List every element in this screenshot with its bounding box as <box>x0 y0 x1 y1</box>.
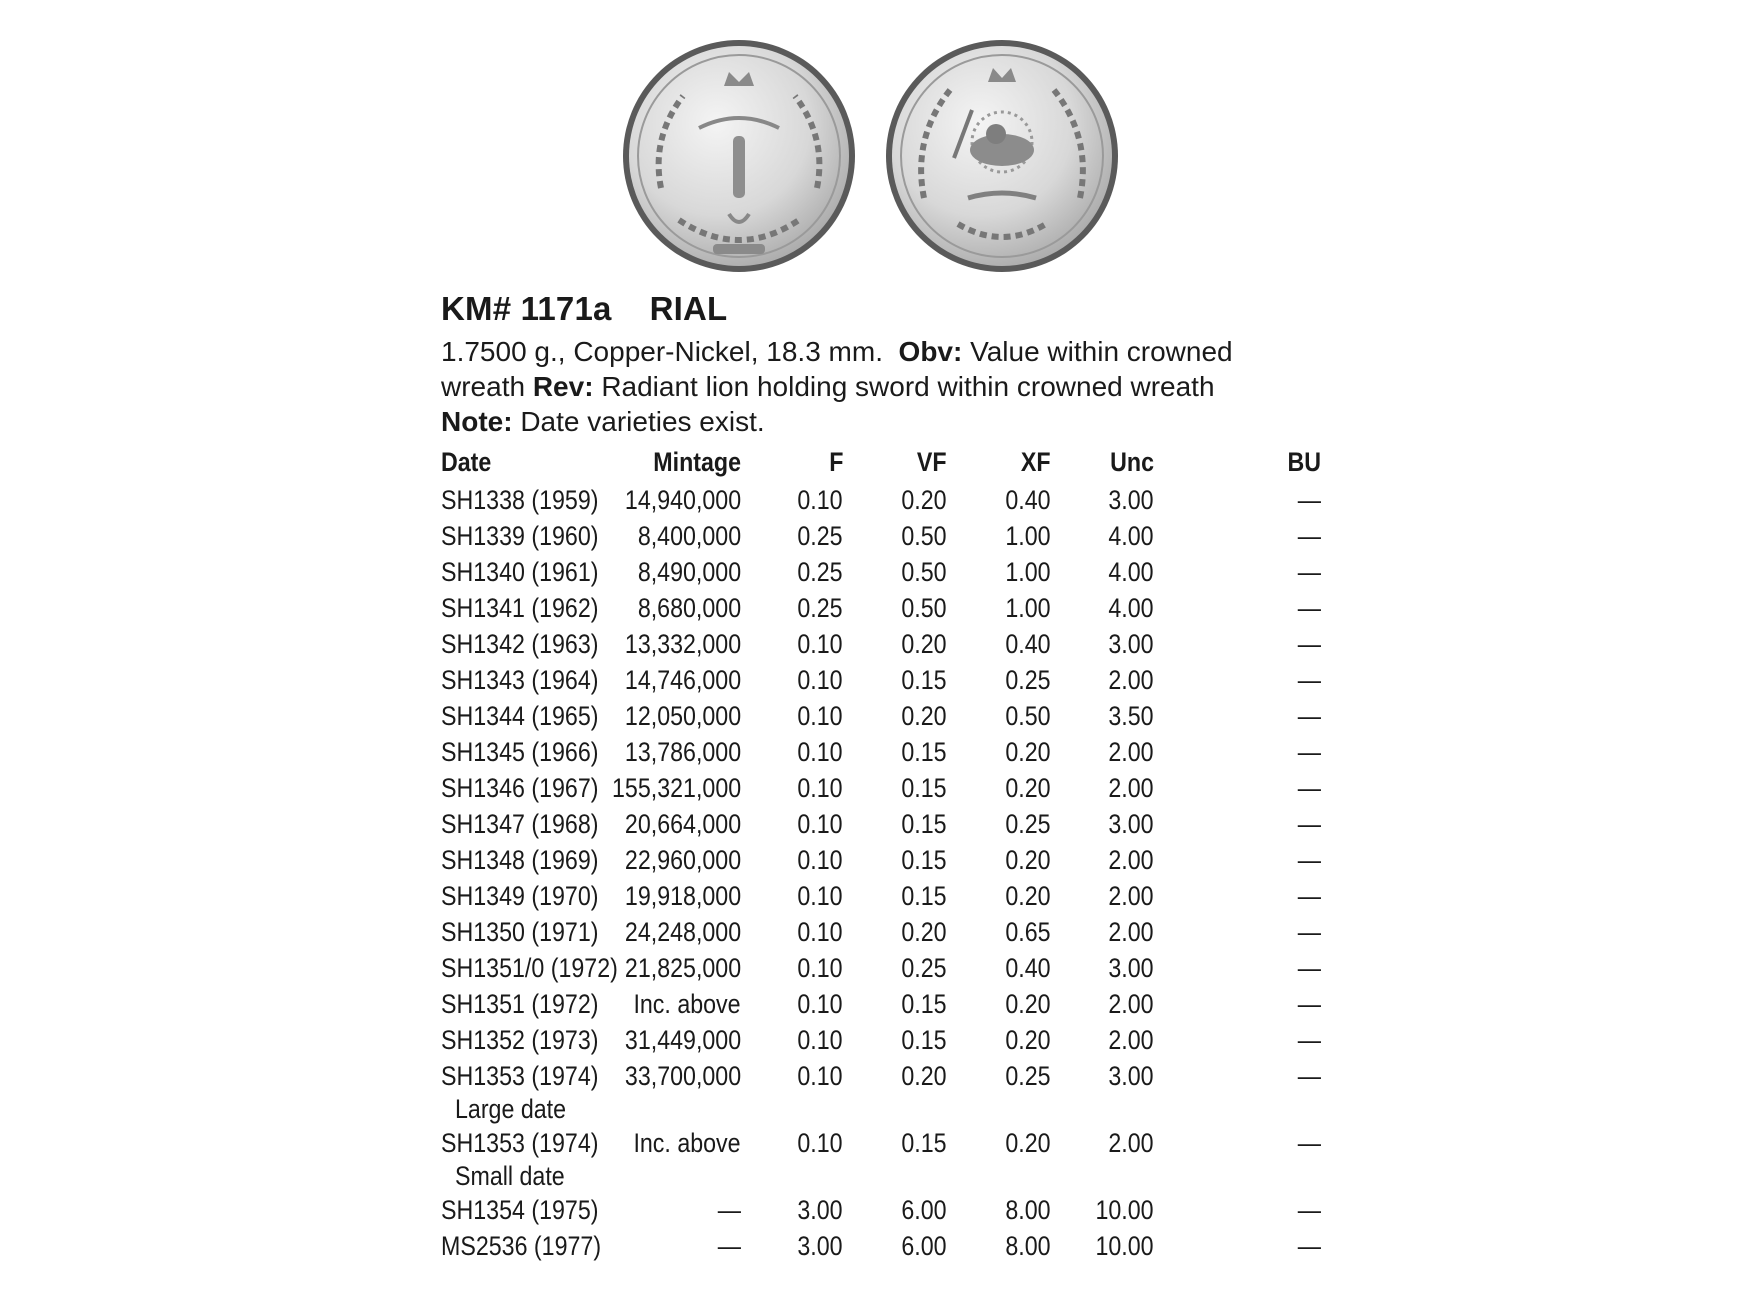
cell-xf: 0.40 <box>1005 629 1051 659</box>
cell-date: SH1338 (1959) <box>441 485 599 515</box>
header-f: F <box>828 447 843 477</box>
cell-unc: 2.00 <box>1108 1128 1154 1158</box>
cell-xf: 1.00 <box>1005 557 1051 587</box>
cell-vf: 0.25 <box>901 953 947 983</box>
denomination: RIAL <box>649 290 728 327</box>
cell-xf: 0.20 <box>1005 881 1051 911</box>
cell-bu: — <box>1297 737 1321 767</box>
cell-f: 3.00 <box>797 1195 843 1225</box>
cell-vf: 0.15 <box>901 665 947 695</box>
cell-xf: 0.20 <box>1005 737 1051 767</box>
cell-unc: 3.00 <box>1108 953 1154 983</box>
table-row <box>441 770 1321 806</box>
header-xf: XF <box>1021 447 1051 477</box>
cell-unc: 3.50 <box>1108 701 1154 731</box>
cell-mintage: 20,664,000 <box>624 809 741 839</box>
table-row <box>441 518 1321 554</box>
cell-vf: 0.20 <box>901 701 947 731</box>
cell-xf: 0.50 <box>1005 701 1051 731</box>
cell-date: SH1353 (1974) Small date <box>441 1125 624 1191</box>
table-row <box>441 734 1321 770</box>
cell-vf: 0.20 <box>901 629 947 659</box>
cell-date: SH1350 (1971) <box>441 917 599 947</box>
cell-date: MS2536 (1977) <box>441 1231 602 1261</box>
cell-mintage: 14,940,000 <box>624 485 741 515</box>
cell-mintage: 155,321,000 <box>611 773 741 803</box>
cell-unc: 2.00 <box>1108 881 1154 911</box>
table-header-row <box>441 444 1321 482</box>
cell-xf: 8.00 <box>1005 1195 1051 1225</box>
cell-date: SH1342 (1963) <box>441 629 599 659</box>
header-vf: VF <box>917 447 947 477</box>
cell-bu: — <box>1297 809 1321 839</box>
cell-f: 0.10 <box>797 1128 843 1158</box>
cell-f: 0.10 <box>797 1061 843 1091</box>
note-label: Note: <box>441 406 513 437</box>
cell-bu: — <box>1297 881 1321 911</box>
table-row <box>441 1022 1321 1058</box>
cell-bu: — <box>1297 1061 1321 1091</box>
coin-heading <box>441 290 727 328</box>
cell-bu: — <box>1297 1195 1321 1225</box>
cell-bu: — <box>1297 773 1321 803</box>
cell-vf: 0.20 <box>901 1061 947 1091</box>
header-bu: BU <box>1287 447 1321 477</box>
cell-mintage: 8,680,000 <box>637 593 741 623</box>
cell-bu: — <box>1297 593 1321 623</box>
cell-mintage: 12,050,000 <box>624 701 741 731</box>
cell-unc: 2.00 <box>1108 845 1154 875</box>
table-row <box>441 986 1321 1022</box>
header-date: Date <box>441 447 492 477</box>
cell-xf: 0.65 <box>1005 917 1051 947</box>
table-row <box>441 1228 1321 1264</box>
table-row <box>441 698 1321 734</box>
cell-f: 0.10 <box>797 809 843 839</box>
obverse-text: Value within crowned wreath <box>441 336 1233 402</box>
cell-vf: 0.50 <box>901 557 947 587</box>
cell-bu: — <box>1297 485 1321 515</box>
cell-unc: 3.00 <box>1108 1061 1154 1091</box>
cell-date: SH1349 (1970) <box>441 881 599 911</box>
cell-unc: 10.00 <box>1095 1231 1154 1261</box>
cell-date: SH1346 (1967) <box>441 773 599 803</box>
cell-bu: — <box>1297 701 1321 731</box>
cell-mintage: 8,400,000 <box>637 521 741 551</box>
table-row <box>441 590 1321 626</box>
table-row <box>441 914 1321 950</box>
cell-xf: 0.25 <box>1005 1061 1051 1091</box>
cell-f: 0.25 <box>797 557 843 587</box>
cell-xf: 0.20 <box>1005 1025 1051 1055</box>
cell-unc: 10.00 <box>1095 1195 1154 1225</box>
cell-xf: 0.20 <box>1005 845 1051 875</box>
reverse-text: Radiant lion holding sword within crowned wreath <box>601 371 1215 402</box>
cell-f: 0.25 <box>797 521 843 551</box>
table-row <box>441 662 1321 698</box>
cell-f: 0.10 <box>797 737 843 767</box>
cell-vf: 6.00 <box>901 1195 947 1225</box>
reverse-label: Rev: <box>532 371 594 402</box>
cell-mintage: 8,490,000 <box>637 557 741 587</box>
cell-mintage: 19,918,000 <box>624 881 741 911</box>
cell-unc: 4.00 <box>1108 593 1154 623</box>
cell-unc: 2.00 <box>1108 773 1154 803</box>
table-row <box>441 806 1321 842</box>
cell-mintage: 13,786,000 <box>624 737 741 767</box>
cell-xf: 0.40 <box>1005 953 1051 983</box>
cell-vf: 0.15 <box>901 881 947 911</box>
cell-xf: 0.40 <box>1005 485 1051 515</box>
cell-vf: 0.15 <box>901 773 947 803</box>
cell-f: 0.10 <box>797 1025 843 1055</box>
cell-xf: 0.25 <box>1005 665 1051 695</box>
cell-date-variety: Large date <box>455 1094 567 1124</box>
cell-date: SH1348 (1969) <box>441 845 599 875</box>
cell-unc: 4.00 <box>1108 521 1154 551</box>
cell-date: SH1340 (1961) <box>441 557 599 587</box>
cell-f: 0.10 <box>797 485 843 515</box>
cell-bu: — <box>1297 845 1321 875</box>
cell-date: SH1343 (1964) <box>441 665 599 695</box>
cell-bu: — <box>1297 1025 1321 1055</box>
cell-mintage: 21,825,000 <box>624 953 741 983</box>
cell-date: SH1341 (1962) <box>441 593 599 623</box>
cell-vf: 0.50 <box>901 521 947 551</box>
cell-date: SH1347 (1968) <box>441 809 599 839</box>
cell-unc: 2.00 <box>1108 1025 1154 1055</box>
cell-f: 0.10 <box>797 665 843 695</box>
cell-mintage: 33,700,000 <box>624 1061 741 1091</box>
cell-date: SH1351/0 (1972) <box>441 953 618 983</box>
cell-f: 0.10 <box>797 917 843 947</box>
cell-unc: 2.00 <box>1108 989 1154 1019</box>
table-row <box>441 1192 1321 1228</box>
cell-xf: 1.00 <box>1005 593 1051 623</box>
cell-xf: 0.20 <box>1005 1128 1051 1158</box>
cell-unc: 3.00 <box>1108 485 1154 515</box>
km-number: KM# 1171a <box>441 290 612 327</box>
cell-f: 0.10 <box>797 881 843 911</box>
table-row <box>441 878 1321 914</box>
cell-date: SH1352 (1973) <box>441 1025 599 1055</box>
cell-date: SH1339 (1960) <box>441 521 599 551</box>
cell-xf: 0.25 <box>1005 809 1051 839</box>
coin-obverse-image <box>621 38 857 274</box>
cell-mintage: — <box>717 1195 741 1225</box>
cell-mintage: 24,248,000 <box>624 917 741 947</box>
cell-bu: — <box>1297 989 1321 1019</box>
cell-vf: 0.15 <box>901 1128 947 1158</box>
cell-date: SH1354 (1975) <box>441 1195 599 1225</box>
cell-unc: 2.00 <box>1108 917 1154 947</box>
table-row <box>441 626 1321 662</box>
cell-vf: 0.15 <box>901 845 947 875</box>
cell-bu: — <box>1297 1128 1321 1158</box>
cell-f: 3.00 <box>797 1231 843 1261</box>
cell-date: SH1344 (1965) <box>441 701 599 731</box>
cell-bu: — <box>1297 953 1321 983</box>
cell-bu: — <box>1297 665 1321 695</box>
cell-f: 0.10 <box>797 701 843 731</box>
table-row <box>441 1058 1321 1125</box>
cell-mintage: Inc. above <box>633 1128 741 1158</box>
cell-bu: — <box>1297 1231 1321 1261</box>
cell-vf: 0.15 <box>901 737 947 767</box>
cell-vf: 0.20 <box>901 485 947 515</box>
price-table <box>441 444 1321 1264</box>
cell-xf: 0.20 <box>1005 773 1051 803</box>
cell-mintage: — <box>717 1231 741 1261</box>
cell-unc: 4.00 <box>1108 557 1154 587</box>
cell-xf: 8.00 <box>1005 1231 1051 1261</box>
cell-bu: — <box>1297 521 1321 551</box>
cell-date: SH1353 (1974) Large date <box>441 1058 624 1124</box>
cell-f: 0.10 <box>797 845 843 875</box>
cell-date-variety: Small date <box>455 1161 565 1191</box>
cell-unc: 2.00 <box>1108 737 1154 767</box>
note-text: Date varieties exist. <box>520 406 765 437</box>
cell-f: 0.10 <box>797 773 843 803</box>
cell-vf: 0.15 <box>901 1025 947 1055</box>
cell-xf: 0.20 <box>1005 989 1051 1019</box>
cell-unc: 2.00 <box>1108 665 1154 695</box>
cell-f: 0.25 <box>797 593 843 623</box>
obverse-label: Obv: <box>898 336 963 367</box>
cell-vf: 0.50 <box>901 593 947 623</box>
cell-bu: — <box>1297 629 1321 659</box>
cell-bu: — <box>1297 557 1321 587</box>
cell-mintage: 14,746,000 <box>624 665 741 695</box>
cell-mintage: 31,449,000 <box>624 1025 741 1055</box>
specs-text: 1.7500 g., Copper-Nickel, 18.3 mm. <box>441 336 883 367</box>
cell-vf: 6.00 <box>901 1231 947 1261</box>
table-row <box>441 554 1321 590</box>
cell-mintage: 22,960,000 <box>624 845 741 875</box>
table-row <box>441 842 1321 878</box>
table-row <box>441 482 1321 518</box>
cell-date: SH1351 (1972) <box>441 989 599 1019</box>
table-body <box>441 482 1321 1264</box>
coin-reverse-image <box>884 38 1120 274</box>
cell-unc: 3.00 <box>1108 809 1154 839</box>
cell-mintage: 13,332,000 <box>624 629 741 659</box>
header-mintage: Mintage <box>653 447 741 477</box>
cell-vf: 0.15 <box>901 809 947 839</box>
cell-f: 0.10 <box>797 953 843 983</box>
cell-bu: — <box>1297 917 1321 947</box>
cell-vf: 0.20 <box>901 917 947 947</box>
cell-unc: 3.00 <box>1108 629 1154 659</box>
cell-f: 0.10 <box>797 629 843 659</box>
table-row <box>441 950 1321 986</box>
cell-vf: 0.15 <box>901 989 947 1019</box>
header-unc: Unc <box>1110 447 1154 477</box>
table-row <box>441 1125 1321 1192</box>
cell-f: 0.10 <box>797 989 843 1019</box>
cell-mintage: Inc. above <box>633 989 741 1019</box>
cell-xf: 1.00 <box>1005 521 1051 551</box>
coin-description <box>441 334 1321 439</box>
cell-date: SH1345 (1966) <box>441 737 599 767</box>
